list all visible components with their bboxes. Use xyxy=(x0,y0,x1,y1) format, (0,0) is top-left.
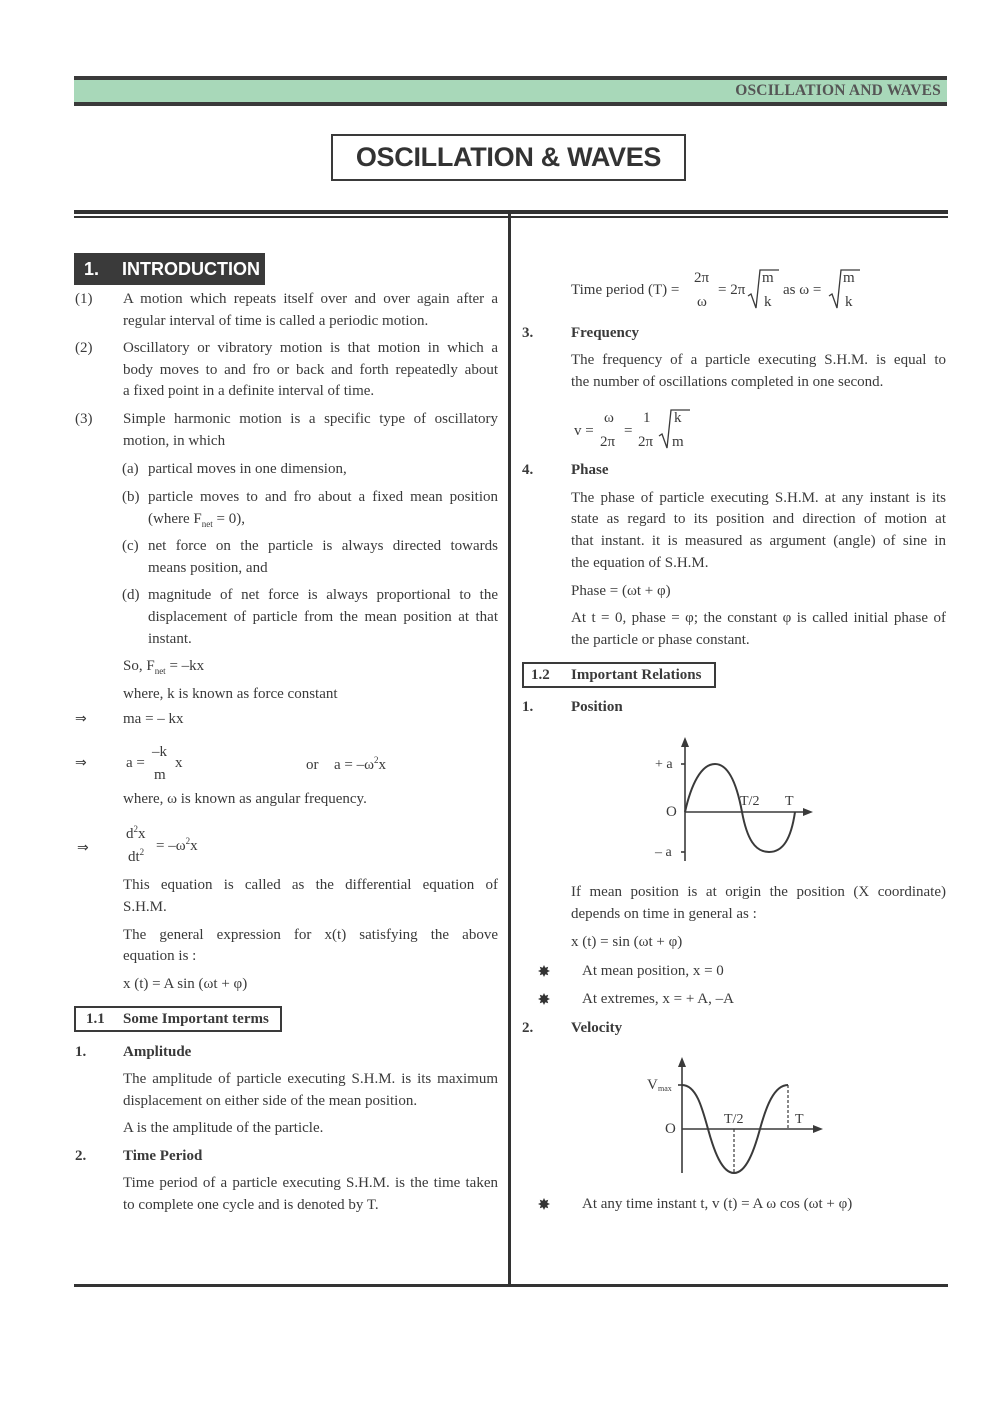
velocity-graph xyxy=(640,1055,830,1177)
top-rule-thin xyxy=(74,216,948,218)
subpoint-text xyxy=(148,509,245,532)
phase-text: the equation of S.H.M. xyxy=(571,555,709,571)
term-number: 1. xyxy=(522,699,534,715)
term-title-velocity: Velocity xyxy=(571,1020,623,1036)
vmax-subscript: max xyxy=(658,1084,672,1093)
freq-formula-lhs: v = xyxy=(574,423,594,439)
period-label: T xyxy=(795,1112,804,1127)
subscript: net xyxy=(154,666,166,676)
subpoint-marker: (a) xyxy=(122,461,139,477)
superscript: 2 xyxy=(374,755,379,765)
term-number: 2. xyxy=(75,1148,87,1164)
term-title-amplitude: Amplitude xyxy=(123,1044,192,1060)
diff-eq-text: S.H.M. xyxy=(123,899,167,915)
time-period-text: Time period of a particle executing S.H.M. is the time taken xyxy=(123,1175,498,1191)
frac-den: 2π xyxy=(638,434,654,450)
point-text: Simple harmonic motion is a specific type of oscillatory xyxy=(123,411,498,427)
tp-formula-mid: = 2π xyxy=(718,282,746,298)
point-text: motion, in which xyxy=(123,433,226,449)
point-text: Oscillatory or vibratory motion is that motion in which a xyxy=(123,340,498,356)
half-period-label: T/2 xyxy=(724,1112,744,1127)
running-header xyxy=(74,76,947,106)
frac-den: 2π xyxy=(600,434,616,450)
frequency-text: The frequency of a particle executing S.H.M. is equal to xyxy=(571,352,946,368)
top-rule-thick xyxy=(74,210,948,214)
term-title-position: Position xyxy=(571,699,623,715)
diff-eq-text: This equation is called as the differential equation of xyxy=(123,877,498,893)
superscript: 2 xyxy=(185,836,191,846)
initial-phase-text: At t = 0, phase = φ; the constant φ is called initial phase of xyxy=(571,610,946,626)
bullet-text: At any time instant t, v (t) = A ω cos (ωt + φ) xyxy=(582,1196,853,1212)
position-text: depends on time in general as : xyxy=(571,906,757,922)
frac-num: 1 xyxy=(643,410,651,426)
section-number: 1. xyxy=(84,258,100,279)
running-title: OSCILLATION AND WAVES xyxy=(735,82,941,99)
eq-rhs xyxy=(156,836,198,859)
minus-a-label: – a xyxy=(655,845,672,860)
text-fragment: (where F xyxy=(148,511,202,527)
frac-den: ω xyxy=(697,294,707,310)
general-expression-text: The general expression for x(t) satisfying the above xyxy=(123,927,498,943)
sqrt-num: k xyxy=(674,410,682,426)
text-fragment: = 0), xyxy=(212,511,245,527)
star-bullet-icon xyxy=(538,965,550,977)
frac-den: m xyxy=(154,767,166,783)
term-number: 1. xyxy=(75,1044,87,1060)
term-number: 2. xyxy=(522,1020,534,1036)
amplitude-note: A is the amplitude of the particle. xyxy=(123,1120,324,1136)
text-fragment: x xyxy=(138,826,146,842)
subpoint-marker: (c) xyxy=(122,538,139,554)
frequency-text: the number of oscillations completed in one second. xyxy=(571,374,884,390)
subsection-number: 1.2 xyxy=(531,666,550,683)
column-divider xyxy=(508,212,511,1286)
plus-a-label: + a xyxy=(655,757,673,772)
subpoint-marker: (d) xyxy=(122,587,140,603)
origin-label: O xyxy=(665,1121,676,1137)
text-fragment: So, F xyxy=(123,658,155,674)
sqrt-num: m xyxy=(762,270,774,286)
point-marker: (1) xyxy=(75,291,93,307)
tp-formula-lhs: Time period (T) = xyxy=(571,282,680,298)
superscript: 2 xyxy=(133,824,138,834)
subsection-heading-1-1 xyxy=(74,1006,282,1032)
text-fragment: d xyxy=(126,826,134,842)
section-heading-introduction xyxy=(74,253,265,285)
implies-arrow-icon: ⇒ xyxy=(75,711,87,727)
point-text: regular interval of time is called a periodic motion. xyxy=(123,313,429,329)
subpoint-text: instant. xyxy=(148,631,192,647)
bullet-text: At mean position, x = 0 xyxy=(582,963,724,979)
eq-rhs: x xyxy=(175,755,183,771)
point-marker: (3) xyxy=(75,411,93,427)
page-title: OSCILLATION & WAVES xyxy=(355,142,662,172)
subpoint-text: displacement of particle from the mean position at that xyxy=(148,609,498,625)
phase-equation: Phase = (ωt + φ) xyxy=(571,583,671,599)
angular-frequency-text: where, ω is known as angular frequency. xyxy=(123,791,367,807)
text-fragment: = –kx xyxy=(165,658,205,674)
eq-lhs: a = xyxy=(126,755,145,771)
force-constant-text: where, k is known as force constant xyxy=(123,686,338,702)
implies-arrow-icon: ⇒ xyxy=(75,755,87,771)
origin-label: O xyxy=(666,804,677,820)
subsection-heading-1-2 xyxy=(522,662,716,688)
subsection-label: Important Relations xyxy=(571,666,702,683)
general-expression-text: equation is : xyxy=(123,948,197,964)
eq-sign: = xyxy=(624,423,633,439)
phase-text: that instant. it is measured as argument (angle) of sine in xyxy=(571,533,946,549)
equation-fnet xyxy=(123,656,204,679)
sqrt-den: k xyxy=(764,294,772,310)
amplitude-text: The amplitude of particle executing S.H.M. is its maximum xyxy=(123,1071,498,1087)
star-bullet-icon xyxy=(538,1198,550,1210)
text-fragment: a = –ω xyxy=(334,757,374,773)
section-label: INTRODUCTION xyxy=(122,258,260,279)
tp-formula-as: as ω = xyxy=(783,282,822,298)
frac-num: –k xyxy=(152,744,167,760)
subpoint-text: means position, and xyxy=(148,560,268,576)
equation-a-omega xyxy=(334,755,386,778)
text-fragment: x xyxy=(378,757,386,773)
page-title-box xyxy=(331,134,686,181)
point-text: a fixed point in a definite interval of time. xyxy=(123,383,375,399)
text-fragment: dt xyxy=(128,849,140,865)
subpoint-text: partical moves in one dimension, xyxy=(148,461,347,477)
subpoint-marker: (b) xyxy=(122,489,140,505)
equation-xt: x (t) = A sin (ωt + φ) xyxy=(123,976,248,992)
superscript: 2 xyxy=(139,847,145,857)
frac-num xyxy=(126,824,146,847)
amplitude-text: displacement on either side of the mean position. xyxy=(123,1093,418,1109)
term-number: 3. xyxy=(522,325,534,341)
half-period-label: T/2 xyxy=(740,794,760,809)
or-text: or xyxy=(306,757,319,773)
subpoint-text: particle moves to and fro about a fixed mean position xyxy=(148,489,498,505)
time-period-text: to complete one cycle and is denoted by T. xyxy=(123,1197,379,1213)
sqrt-den: k xyxy=(845,294,853,310)
term-number: 4. xyxy=(522,462,534,478)
point-text: A motion which repeats itself over and over again after a xyxy=(123,291,498,307)
sqrt-num: m xyxy=(843,270,855,286)
phase-text: state as regard to its position and direction of motion at xyxy=(571,511,946,527)
sqrt-den: m xyxy=(672,434,684,450)
bullet-text: At extremes, x = + A, –A xyxy=(582,991,734,1007)
point-text: body moves to and fro or back and forth repeatedly about xyxy=(123,362,498,378)
position-text: If mean position is at origin the position (X coordinate) xyxy=(571,884,946,900)
frac-num: ω xyxy=(604,410,614,426)
subsection-label: Some Important terms xyxy=(123,1010,269,1027)
subsection-number: 1.1 xyxy=(86,1010,105,1027)
term-title-phase: Phase xyxy=(571,462,609,478)
text-fragment: = –ω xyxy=(156,838,186,854)
point-marker: (2) xyxy=(75,340,93,356)
vmax-label: V xyxy=(647,1077,658,1093)
term-title-time-period: Time Period xyxy=(123,1148,203,1164)
subpoint-text: magnitude of net force is always proportional to the xyxy=(148,587,498,603)
frac-num: 2π xyxy=(694,270,710,286)
phase-text: The phase of particle executing S.H.M. at any instant is its xyxy=(571,490,946,506)
position-graph xyxy=(645,735,820,865)
position-equation: x (t) = sin (ωt + φ) xyxy=(571,934,683,950)
bottom-rule xyxy=(74,1284,948,1287)
subpoint-text: net force on the particle is always directed towards xyxy=(148,538,498,554)
equation-ma: ma = – kx xyxy=(123,711,184,727)
text-fragment: x xyxy=(190,838,198,854)
initial-phase-text: the particle or phase constant. xyxy=(571,632,750,648)
implies-arrow-icon: ⇒ xyxy=(77,840,89,856)
frac-den xyxy=(128,847,144,870)
subscript: net xyxy=(201,519,213,529)
star-bullet-icon xyxy=(538,993,550,1005)
term-title-frequency: Frequency xyxy=(571,325,640,341)
period-label: T xyxy=(785,794,794,809)
